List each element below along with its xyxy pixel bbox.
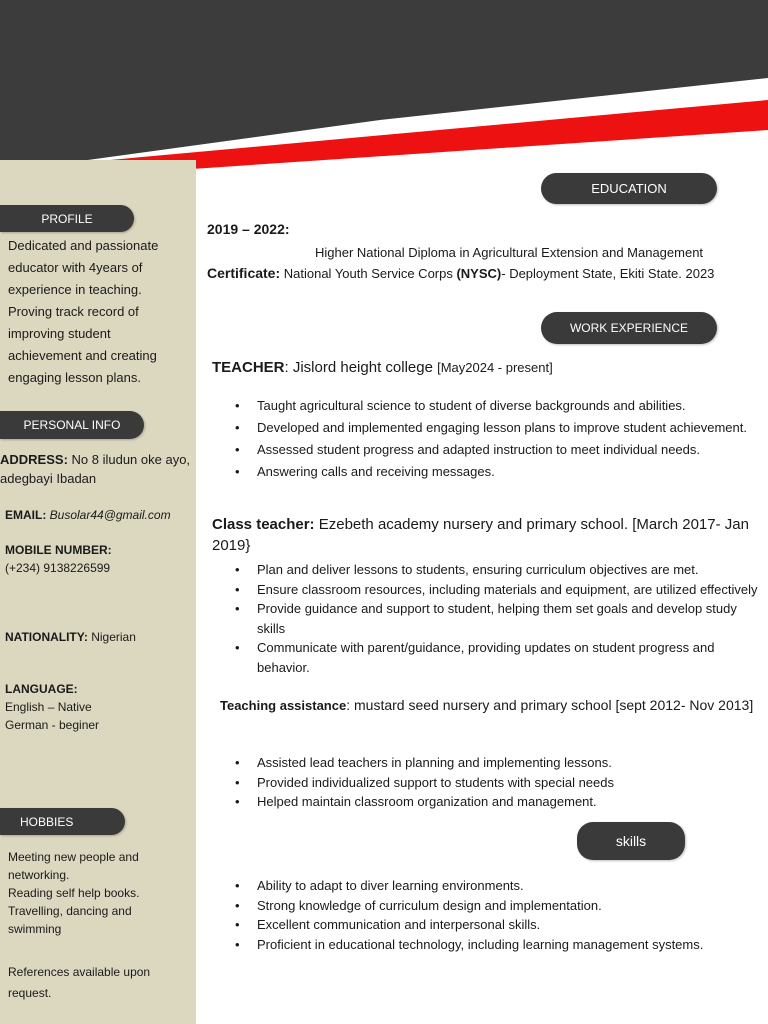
address-block bbox=[0, 450, 196, 488]
hobby-line: networking. bbox=[8, 868, 70, 882]
skills-list bbox=[213, 876, 758, 954]
hobbies-heading bbox=[0, 808, 125, 835]
list-item: • Plan and deliver lessons to students, ensuring curriculum objectives are met. bbox=[213, 560, 758, 580]
personal-info-heading-label: PERSONAL INFO bbox=[23, 418, 121, 432]
profile-line: achievement and creating bbox=[8, 348, 157, 363]
certificate-details: - Deployment State, Ekiti State. 2023 bbox=[501, 266, 715, 281]
hobbies-heading-label: HOBBIES bbox=[20, 814, 74, 829]
job3-heading bbox=[220, 695, 755, 716]
language-block bbox=[5, 680, 99, 734]
job2-title: Class teacher: bbox=[212, 516, 315, 533]
job1-title: TEACHER bbox=[212, 359, 285, 376]
list-item: • Provide guidance and support to student, helping them set goals and develop study skills bbox=[213, 599, 758, 638]
references-line: References available upon bbox=[8, 965, 151, 979]
profile-line: Proving track record of bbox=[8, 304, 139, 319]
profile-heading bbox=[0, 205, 134, 232]
list-item: • Taught agricultural science to student of diverse backgrounds and abilities. bbox=[213, 396, 753, 415]
mobile-block bbox=[5, 541, 112, 577]
work-experience-heading-label: WORK EXPERIENCE bbox=[569, 321, 689, 335]
skills-heading bbox=[577, 822, 685, 860]
nationality-label: NATIONALITY: bbox=[5, 630, 88, 644]
list-item: • Developed and implemented engaging lesson plans to improve student achievement. bbox=[213, 418, 753, 437]
list-item: • Communicate with parent/guidance, providing updates on student progress and behavior. bbox=[213, 638, 758, 677]
address-value-line2: adegbayi Ibadan bbox=[0, 471, 97, 486]
education-diploma: Higher National Diploma in Agricultural Extension and Management bbox=[315, 245, 704, 260]
hobby-line: swimming bbox=[8, 922, 62, 936]
profile-line: educator with 4years of bbox=[8, 260, 143, 275]
list-item: • Ability to adapt to diver learning environments. bbox=[213, 876, 758, 896]
profile-heading-label: PROFILE bbox=[41, 211, 93, 226]
address-label: ADDRESS: bbox=[0, 452, 68, 467]
nationality-value: Nigerian bbox=[87, 630, 136, 644]
list-item: • Helped maintain classroom organization and management. bbox=[213, 792, 753, 812]
references-note bbox=[8, 962, 193, 1004]
profile-line: Dedicated and passionate bbox=[8, 238, 159, 253]
list-item: • Provided individualized support to students with special needs bbox=[213, 773, 753, 793]
personal-info-heading bbox=[0, 411, 144, 439]
mobile-label: MOBILE NUMBER: bbox=[5, 543, 112, 557]
references-line: request. bbox=[8, 986, 52, 1000]
nationality-block bbox=[5, 628, 136, 646]
job1-dates: [May2024 - present] bbox=[437, 360, 553, 375]
job2-details: Ezebeth academy nursery and primary school. [March 2017- Jan 2019} bbox=[212, 516, 749, 554]
list-item: • Strong knowledge of curriculum design and implementation. bbox=[213, 896, 758, 916]
certificate-text: National Youth Service Corps bbox=[280, 266, 457, 281]
job2-heading bbox=[212, 514, 757, 556]
work-experience-heading bbox=[541, 312, 717, 344]
hobby-line: Reading self help books. bbox=[8, 886, 140, 900]
mobile-value: (+234) 9138226599 bbox=[5, 561, 111, 575]
profile-line: improving student bbox=[8, 326, 111, 341]
language-item: German - beginer bbox=[5, 718, 100, 732]
job1-duties bbox=[213, 396, 753, 481]
hobby-line: Meeting new people and bbox=[8, 850, 139, 864]
list-item: • Proficient in educational technology, including learning management systems. bbox=[213, 935, 758, 955]
job3-title: Teaching assistance bbox=[220, 698, 347, 713]
list-item: • Assessed student progress and adapted instruction to meet individual needs. bbox=[213, 440, 753, 459]
job1-heading bbox=[212, 359, 553, 376]
language-label: LANGUAGE: bbox=[5, 682, 78, 696]
profile-line: engaging lesson plans. bbox=[8, 370, 141, 385]
skills-heading-label: skills bbox=[615, 833, 647, 849]
list-item: • Ensure classroom resources, including materials and equipment, are utilized effectively bbox=[213, 580, 758, 600]
certificate-nysc: (NYSC) bbox=[456, 266, 502, 281]
language-item: English – Native bbox=[5, 700, 92, 714]
job1-employer: : Jislord height college bbox=[284, 359, 438, 376]
address-value: No 8 iludun oke ayo, bbox=[67, 452, 191, 467]
email-block bbox=[5, 506, 171, 524]
list-item: • Excellent communication and interpersonal skills. bbox=[213, 915, 758, 935]
education-heading-label: EDUCATION bbox=[591, 181, 667, 196]
hobby-line: Travelling, dancing and bbox=[8, 904, 132, 918]
hobbies-list bbox=[8, 848, 193, 938]
education-heading bbox=[541, 173, 717, 204]
email-label: EMAIL: bbox=[5, 508, 47, 522]
job3-duties bbox=[213, 753, 753, 812]
profile-summary bbox=[8, 235, 193, 389]
education-years: 2019 – 2022: bbox=[207, 221, 290, 237]
job3-details: : mustard seed nursery and primary school [sept 2012- Nov 2013] bbox=[346, 697, 754, 713]
list-item: • Answering calls and receiving messages. bbox=[213, 462, 753, 481]
job2-duties bbox=[213, 560, 758, 677]
profile-line: experience in teaching. bbox=[8, 282, 142, 297]
certificate-line bbox=[207, 265, 714, 281]
email-value: Busolar44@gmail.com bbox=[46, 508, 171, 522]
list-item: • Assisted lead teachers in planning and implementing lessons. bbox=[213, 753, 753, 773]
certificate-label: Certificate: bbox=[207, 265, 281, 281]
